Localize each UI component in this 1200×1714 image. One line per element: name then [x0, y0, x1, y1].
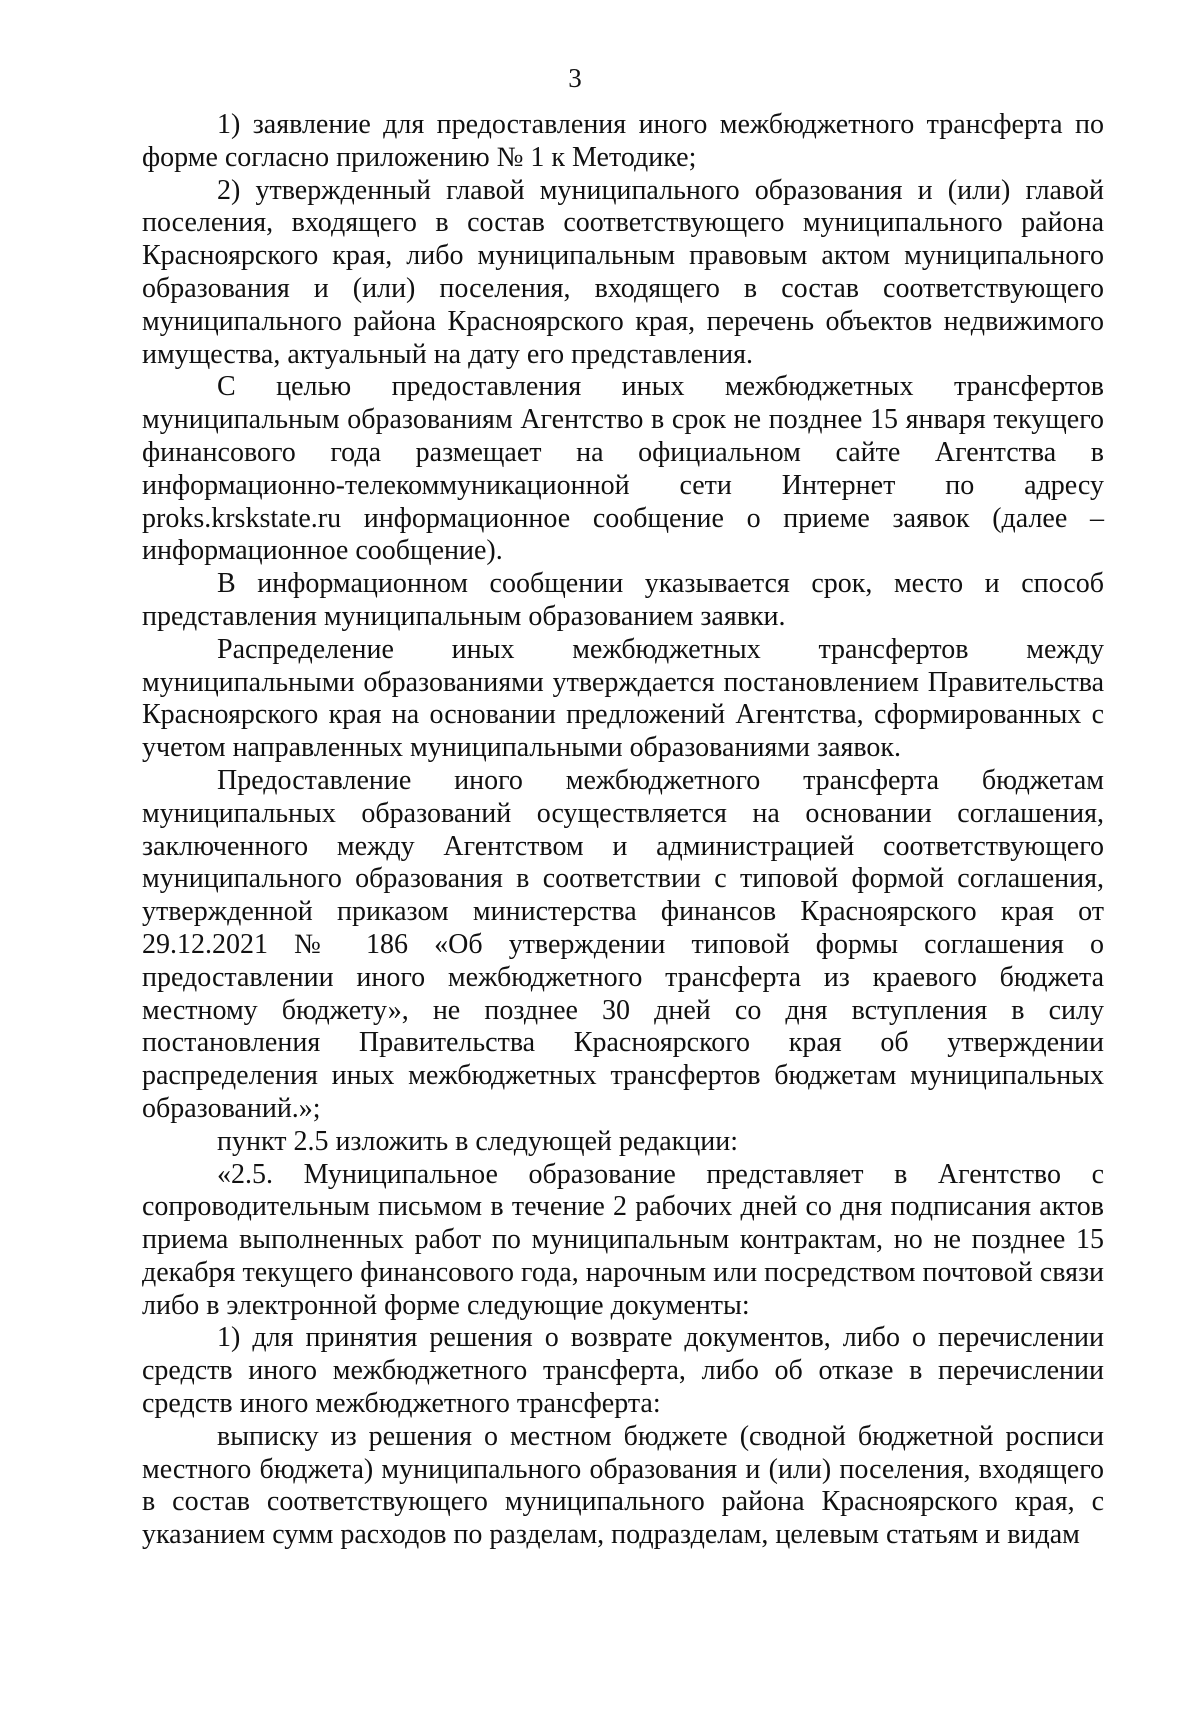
paragraph-item-2-property-list: 2) утвержденный главой муниципального образования и (или) главой поселения, входящего в состав соответствующего муниципального района Красноярского края, либо муниципальным правовым актом муниципального образования и (или) поселения, входящего в состав соответствующего муниципального района Красноярского края, перечень объектов недвижимого имущества, актуальный на дату его представления. [142, 174, 1104, 370]
paragraph-clause-2-5: «2.5. Муниципальное образование представляет в Агентство с сопроводительным письмом в течение 2 рабочих дней со дня подписания актов приема выполненных работ по муниципальным контрактам, но не позднее 15 декабря текущего финансового года, нарочным или посредством почтовой связи либо в электронной форме следующие документы: [142, 1158, 1104, 1321]
paragraph-item-1-application: 1) заявление для предоставления иного межбюджетного трансферта по форме согласно приложению № 1 к Методике; [142, 109, 1104, 173]
page-number: 3 [568, 63, 582, 93]
paragraph-amendment-2-5: пункт 2.5 изложить в следующей редакции: [217, 1125, 738, 1157]
paragraph-budget-extract: выписку из решения о местном бюджете (сводной бюджетной росписи местного бюджета) муниципального образования и (или) поселения, входящего в состав соответствующего муниципального района Красноярского края, с указанием сумм расходов по разделам, подразделам, целевым статьям и видам [142, 1420, 1104, 1551]
paragraph-information-notice: С целью предоставления иных межбюджетных трансфертов муниципальным образованиям Агентство в срок не позднее 15 января текущего финансового года размещает на официальном сайте Агентства в информационно-телекоммуникационной сети Интернет по адресу proks.krskstate.ru информационное сообщение о приеме заявок (далее – информационное сообщение). [142, 371, 1104, 567]
paragraph-distribution: Распределение иных межбюджетных трансфертов между муниципальными образованиями утверждается постановлением Правительства Красноярского края на основании предложений Агентства, сформированных с учетом направленных муниципальными образованиями заявок. [142, 633, 1104, 764]
paragraph-decision-documents: 1) для принятия решения о возврате документов, либо о перечислении средств иного межбюджетного трансферта, либо об отказе в перечислении средств иного межбюджетного трансферта: [142, 1322, 1104, 1420]
paragraph-notice-contents: В информационном сообщении указывается срок, место и способ представления муниципальным образованием заявки. [142, 568, 1104, 632]
document-body [142, 109, 1104, 1552]
paragraph-agreement: Предоставление иного межбюджетного трансферта бюджетам муниципальных образований осуществляется на основании соглашения, заключенного между Агентством и администрацией соответствующего муниципального образования в соответствии с типовой формой соглашения, утвержденной приказом министерства финансов Красноярского края от 29.12.2021 № 186 «Об утверждении типовой формы соглашения о предоставлении иного межбюджетного трансферта из краевого бюджета местному бюджету», не позднее 30 дней со дня вступления в силу постановления Правительства Красноярского края об утверждении распределения иных межбюджетных трансфертов бюджетам муниципальных образований.»; [142, 764, 1104, 1124]
